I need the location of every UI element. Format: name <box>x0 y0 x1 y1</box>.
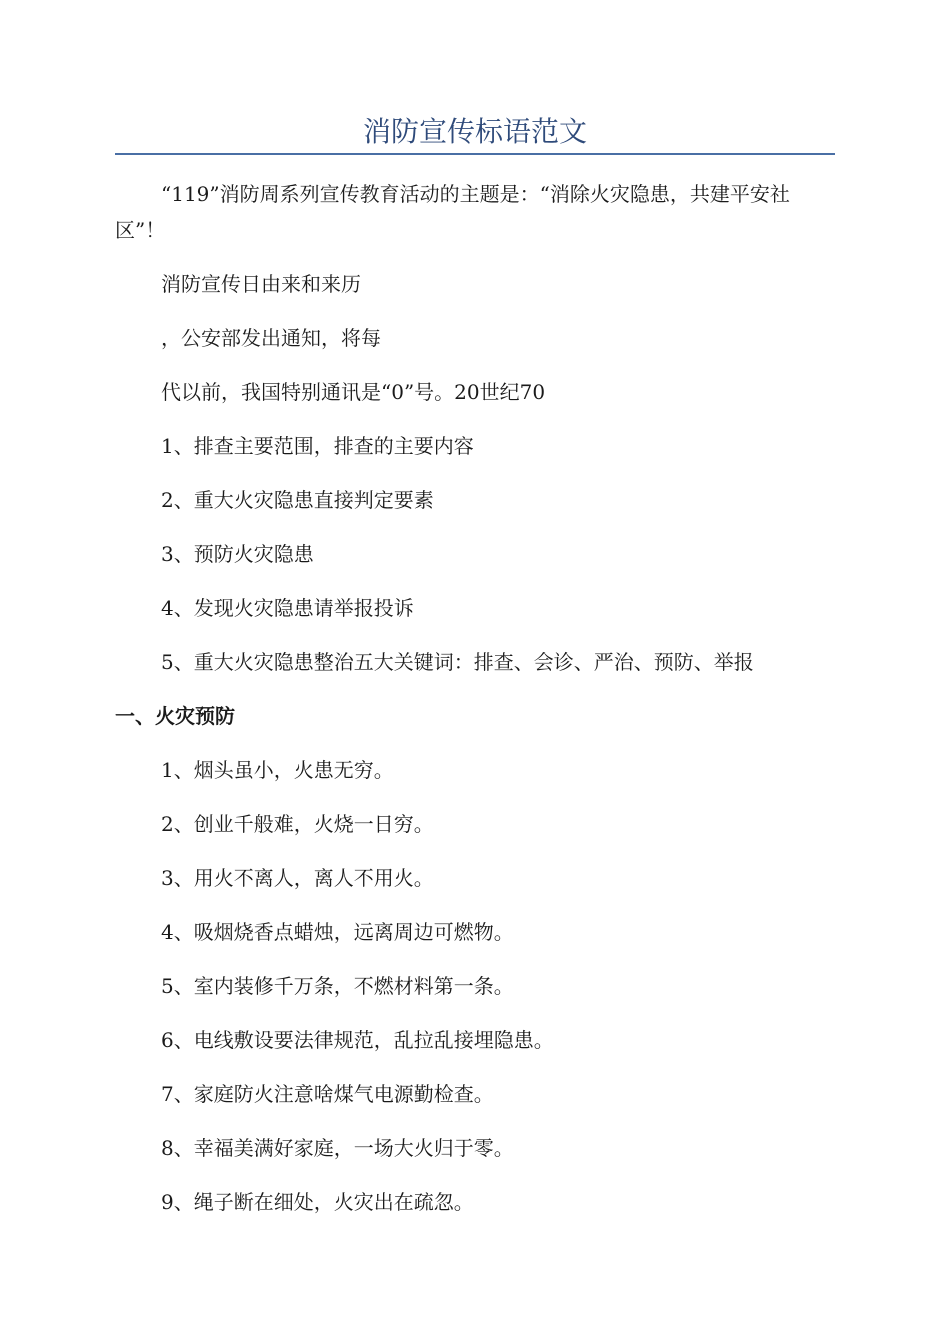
list-item: 4、发现火灾隐患请举报投诉 <box>161 596 414 620</box>
slogan-item: 9、绳子断在细处，火灾出在疏忽。 <box>161 1190 474 1214</box>
slogan-item: 4、吸烟烧香点蜡烛，远离周边可燃物。 <box>161 920 514 944</box>
paragraph-line: 消防宣传日由来和来历 <box>161 272 361 296</box>
paragraph-line: ，公安部发出通知，将每 <box>161 326 381 350</box>
list-item: 3、预防火灾隐患 <box>161 542 314 566</box>
list-item: 1、排查主要范围，排查的主要内容 <box>161 434 474 458</box>
intro-paragraph: “119”消防周系列宣传教育活动的主题是：“消除火灾隐患，共建平安社区”！ <box>115 182 790 242</box>
title-underline <box>115 153 835 155</box>
slogan-item: 2、创业千般难，火烧一日穷。 <box>161 812 434 836</box>
slogan-item: 6、电线敷设要法律规范，乱拉乱接埋隐患。 <box>161 1028 554 1052</box>
slogan-item: 3、用火不离人，离人不用火。 <box>161 866 434 890</box>
section-heading: 一、火灾预防 <box>115 704 235 728</box>
list-item: 2、重大火灾隐患直接判定要素 <box>161 488 434 512</box>
document-body <box>115 176 835 1238</box>
slogan-item: 7、家庭防火注意啥煤气电源勤检查。 <box>161 1082 494 1106</box>
slogan-item: 1、烟头虽小，火患无穷。 <box>161 758 394 782</box>
paragraph-line: 代以前，我国特别通讯是“0”号。20世纪70 <box>161 380 546 404</box>
slogan-item: 8、幸福美满好家庭，一场大火归于零。 <box>161 1136 514 1160</box>
slogan-item: 5、室内装修千万条，不燃材料第一条。 <box>161 974 514 998</box>
document-title: 消防宣传标语范文 <box>362 115 587 148</box>
list-item: 5、重大火灾隐患整治五大关键词：排查、会诊、严治、预防、举报 <box>161 650 754 674</box>
